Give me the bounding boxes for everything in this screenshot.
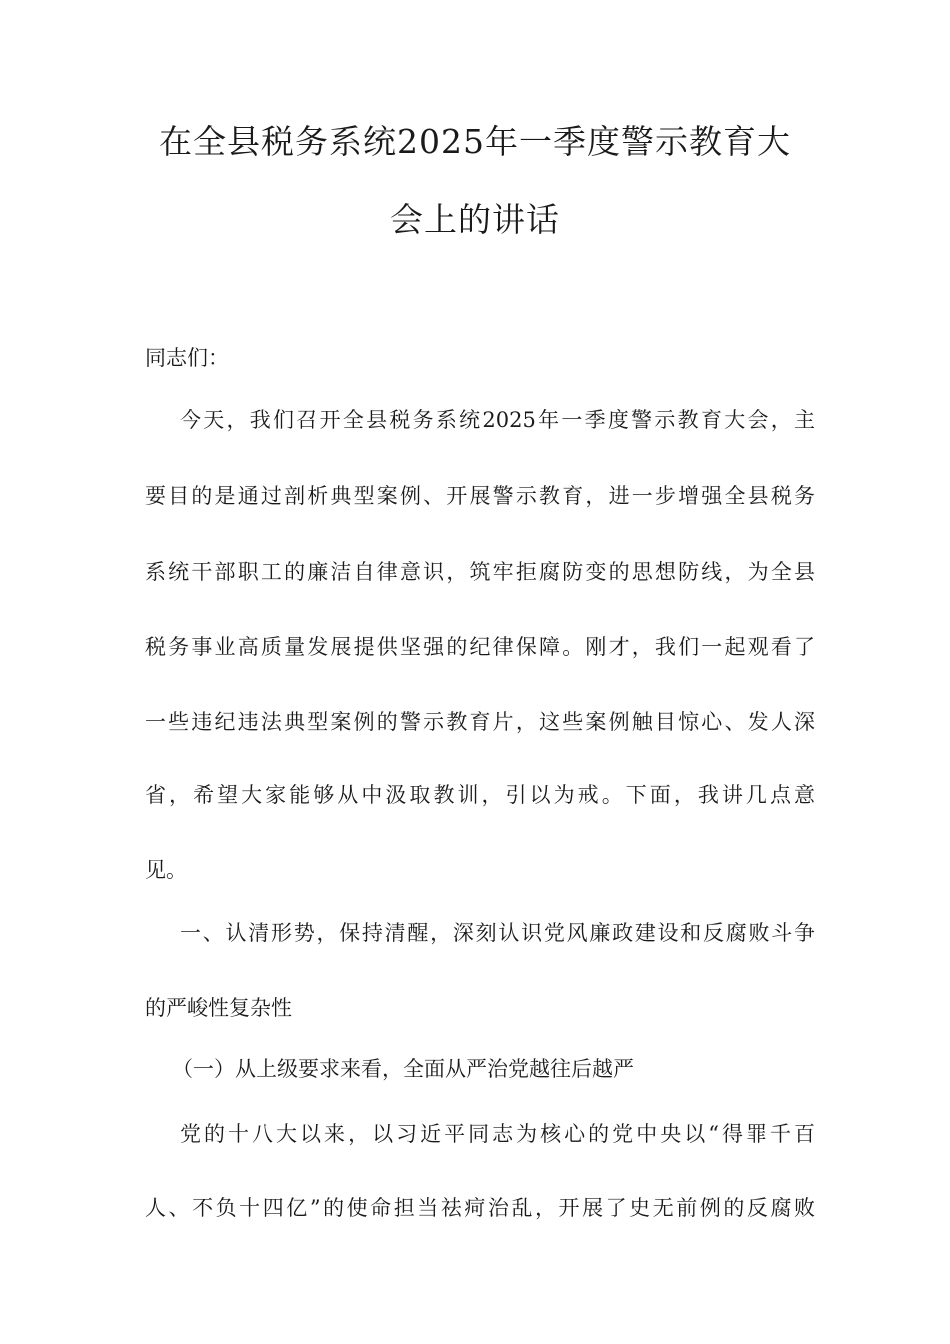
paragraph-1-line: 要目的是通过剖析典型案例、开展警示教育，进一步增强全县税务 bbox=[145, 484, 815, 508]
heading-1-line: 一、认清形势，保持清醒，深刻认识党风廉政建设和反腐败斗争 bbox=[180, 921, 815, 945]
paragraph-2-line: 党的十八大以来，以习近平同志为核心的党中央以“得罪千百 bbox=[180, 1122, 815, 1146]
document-title-line-1: 在全县税务系统2025年一季度警示教育大 bbox=[159, 122, 791, 161]
document-title-line-2: 会上的讲话 bbox=[390, 200, 560, 239]
paragraph-1-line: 今天，我们召开全县税务系统2025年一季度警示教育大会，主 bbox=[180, 408, 815, 432]
paragraph-1-line: 见。 bbox=[145, 858, 187, 882]
subheading-1: （一）从上级要求来看，全面从严治党越往后越严 bbox=[172, 1057, 634, 1081]
paragraph-1-line: 税务事业高质量发展提供坚强的纪律保障。刚才，我们一起观看了 bbox=[145, 635, 815, 659]
paragraph-1-line: 省，希望大家能够从中汲取教训，引以为戒。下面，我讲几点意 bbox=[145, 783, 815, 807]
paragraph-1-line: 系统干部职工的廉洁自律意识，筑牢拒腐防变的思想防线，为全县 bbox=[145, 560, 815, 584]
salutation: 同志们： bbox=[145, 346, 229, 370]
paragraph-1-line: 一些违纪违法典型案例的警示教育片，这些案例触目惊心、发人深 bbox=[145, 710, 815, 734]
paragraph-2-line: 人、不负十四亿”的使命担当祛疴治乱，开展了史无前例的反腐败 bbox=[145, 1196, 815, 1220]
heading-1-line: 的严峻性复杂性 bbox=[145, 996, 292, 1020]
